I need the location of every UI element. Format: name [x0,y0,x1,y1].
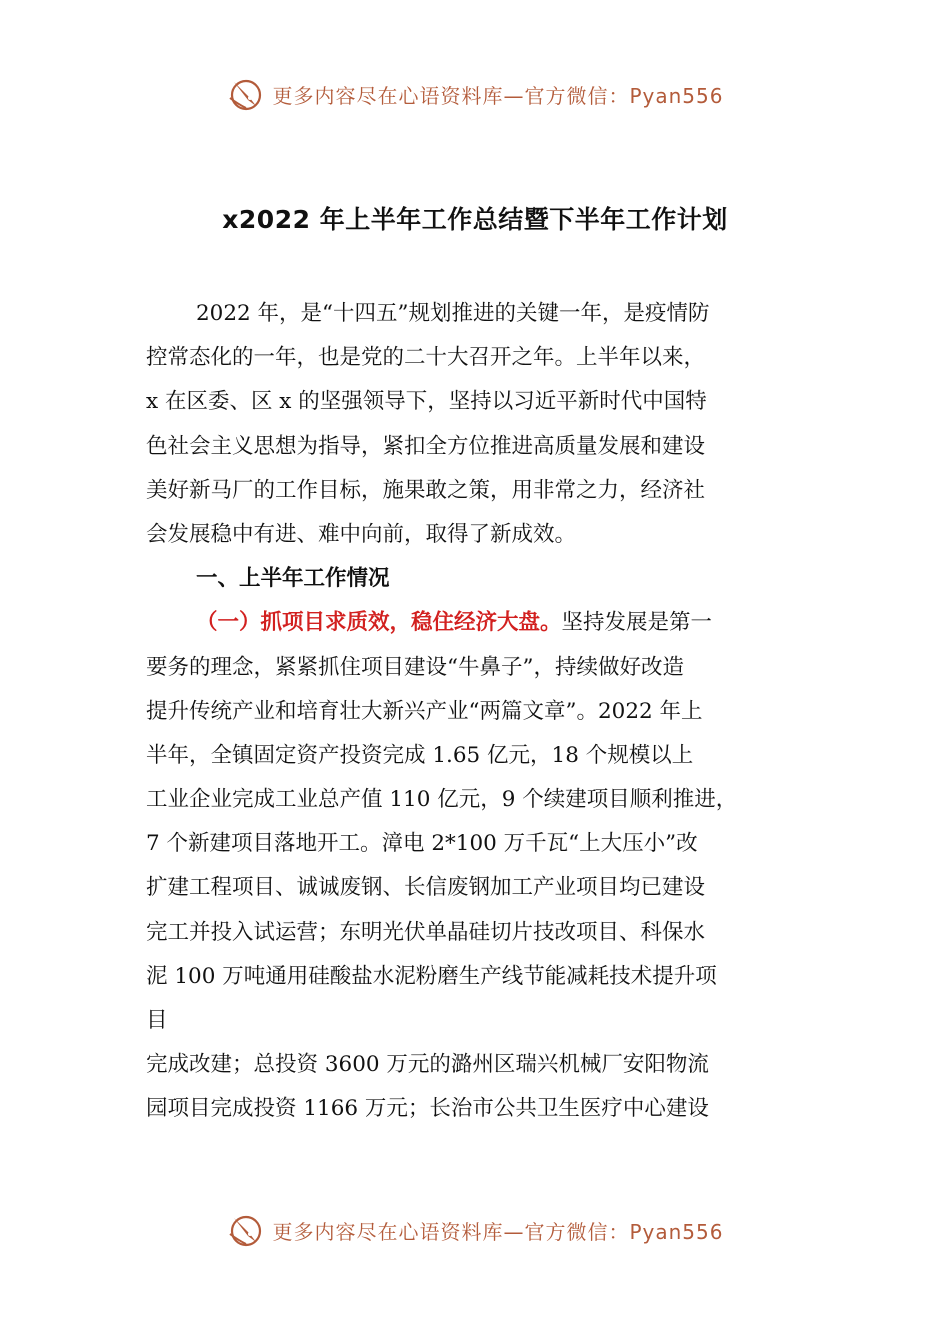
subsection-heading: （一）抓项目求质效，稳住经济大盘。 [196,610,562,636]
pen-nib-logo-icon [226,74,266,114]
paragraph-line: 园项目完成投资 1166 万元；长治市公共卫生医疗中心建设 [146,1096,709,1122]
paragraph-text: 坚持发展是第一 [561,610,713,636]
paragraph-line: 完成改建；总投资 3600 万元的潞州区瑞兴机械厂安阳物流 [146,1052,709,1078]
paragraph-line: 色社会主义思想为指导，紧扣全方位推进高质量发展和建设 [146,433,706,459]
paragraph-line: 扩建工程项目、诚诚废钢、长信废钢加工产业项目均已建设 [146,875,706,901]
watermark-text: 更多内容尽在心语资料库—官方微信：Pyan556 [272,83,724,108]
watermark-footer [0,1208,950,1252]
paragraph-line: 目 [146,1008,168,1033]
paragraph-line: 半年，全镇固定资产投资完成 1.65 亿元，18 个规模以上 [146,742,694,768]
paragraph-line: 工业企业完成工业总产值 110 亿元，9 个续建项目顺利推进， [146,787,738,813]
pen-nib-logo-icon [226,1210,266,1250]
subsection-first-line [146,601,814,645]
paragraph-line: x 在区委、区 x 的坚强领导下，坚持以习近平新时代中国特 [146,389,707,415]
paragraph-line: 美好新马厂的工作目标，施果敢之策，用非常之力，经济社 [146,477,706,503]
watermark-text: 更多内容尽在心语资料库—官方微信：Pyan556 [272,1219,724,1244]
document-title: x2022 年上半年工作总结暨下半年工作计划 [222,205,728,234]
paragraph-line: 完工并投入试运营；东明光伏单晶硅切片技改项目、科保水 [146,919,706,945]
paragraph-line: 控常态化的一年，也是党的二十大召开之年。上半年以来， [146,345,706,371]
paragraph-line: 2022 年，是“十四五”规划推进的关键一年，是疫情防 [196,301,710,326]
watermark-header [0,72,950,116]
paragraph-line: 7 个新建项目落地开工。漳电 2*100 万千瓦“上大压小”改 [146,831,698,857]
paragraph-line: 要务的理念，紧紧抓住项目建设“牛鼻子”，持续做好改造 [146,654,684,680]
paragraph-line: 泥 100 万吨通用硅酸盐水泥粉磨生产线节能减耗技术提升项 [146,963,717,989]
paragraph-line: 提升传统产业和培育壮大新兴产业“两篇文章”。2022 年上 [146,698,703,724]
paragraph-line: 会发展稳中有进、难中向前，取得了新成效。 [146,521,577,547]
document-body [146,292,814,1132]
section-heading: 一、上半年工作情况 [196,566,390,592]
